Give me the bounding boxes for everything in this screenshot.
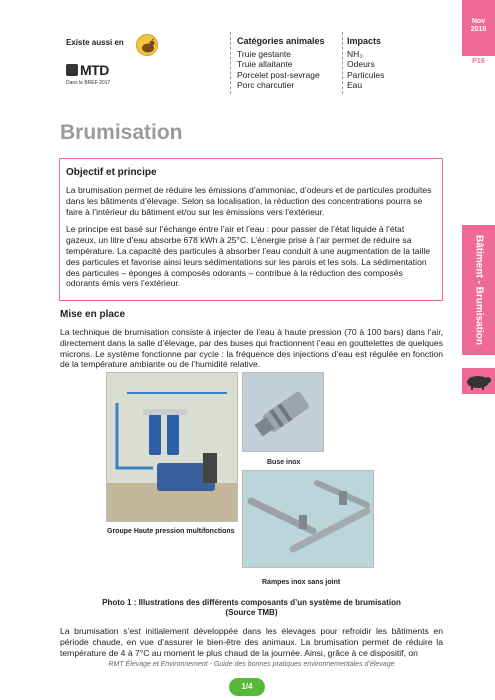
photo-caption: Groupe Haute pression multifonctions [107, 528, 235, 535]
category-item: Truie allaitante [237, 59, 293, 69]
page-number: 1/4 [229, 678, 265, 696]
photo-caption: Rampes inox sans joint [262, 579, 341, 586]
side-tab [462, 0, 495, 700]
categories-title: Catégories animales [237, 36, 325, 46]
stainless-rails-photo [242, 470, 374, 568]
nozzle-photo [242, 372, 324, 452]
divider [342, 32, 343, 94]
objective-heading: Objectif et principe [66, 167, 157, 178]
page-code: P16 [472, 58, 485, 65]
paragraph: La brumisation s’est initialement développée dans les élevages pour refroidir les bâtiments en période chaude, en vue d’assurer le bien-être des animaux. La brumisation permet de réduire la température de 4 à 7°C au moment le plus chaud de la journée. Ainsi, grâce à ce dispositif, on [60, 626, 443, 658]
exists-label: Existe aussi en [66, 38, 124, 47]
objective-paragraph-1: La brumisation permet de réduire les émissions d’ammoniac, d’odeurs et de particules produites dans les bâtiments d’élevage. Selon sa localisation, la réduction des concentrations pourra se faire à l’intérieur du bâtiment et/ou sur les émissions vers l’extérieur. [66, 185, 432, 217]
objective-box [59, 158, 443, 301]
objective-paragraph-2: Le principe est basé sur l’échange entre l’air et l’eau : pour passer de l’état liquide à l’état gazeux, un litre d’eau absorbe 678 kWh à 25°C. L’énergie prise à l’air permet de réduire sa température. La capacité des particules à absorber l’eau conduit à une augmentation de la taille des particules et favorise ainsi leurs sédimentations sur les parois et les sols. La sédimentation des particules – éponges à composés odorants – contribue à la réduction des composés odorants émis vers l’extérieur. [66, 224, 431, 289]
figure-title: Photo 1 : Illustrations des différents composants d’un système de brumisation [102, 598, 401, 607]
figure-source: (Source TMB) [225, 608, 278, 617]
impact-item: Particules [347, 69, 385, 80]
section-heading: Mise en place [60, 309, 126, 320]
page-title: Brumisation [60, 121, 183, 144]
impacts-column [347, 36, 384, 91]
impact-item: Eau [347, 80, 363, 90]
section-label: Bâtiment - Brumisation [473, 234, 484, 346]
pig-icon [462, 368, 495, 394]
category-item: Truie gestante [237, 48, 292, 59]
date-month: Nov [471, 18, 486, 25]
impact-item: Odeurs [347, 59, 375, 69]
category-item: Porcelet post-sevrage [237, 69, 320, 80]
photo-caption: Buse inox [267, 459, 301, 466]
date-year: 2019 [470, 26, 487, 33]
pump-photo [106, 372, 238, 522]
mtd-logo: MTD [66, 62, 109, 78]
paragraph: La technique de brumisation consiste à injecter de l’eau à haute pression (70 à 100 bars) dans l’air, directement dans la salle d’élevage, par des buses qui fractionnent l’eau en gouttelettes de quelques microns. Le système fonctionne par cycle : la fréquence des injections d’eau est régulée en fonction de la température ambiante ou de l’humidité relative. [60, 327, 443, 370]
date-badge [462, 0, 495, 56]
categories-column [237, 36, 325, 91]
thumbs-up-icon [66, 64, 78, 76]
category-item: Porc charcutier [237, 80, 295, 90]
impacts-title: Impacts [347, 36, 382, 46]
poultry-icon [136, 34, 158, 56]
mtd-subtitle: Dans le BREF 2017 [66, 80, 111, 86]
impact-item: NH₃ [347, 48, 363, 59]
footer-text: RMT Élevage et Environnement - Guide des bonnes pratiques environnementales d’élevage [108, 661, 395, 668]
figure-caption [60, 598, 443, 618]
divider [230, 32, 231, 94]
header [60, 32, 440, 102]
